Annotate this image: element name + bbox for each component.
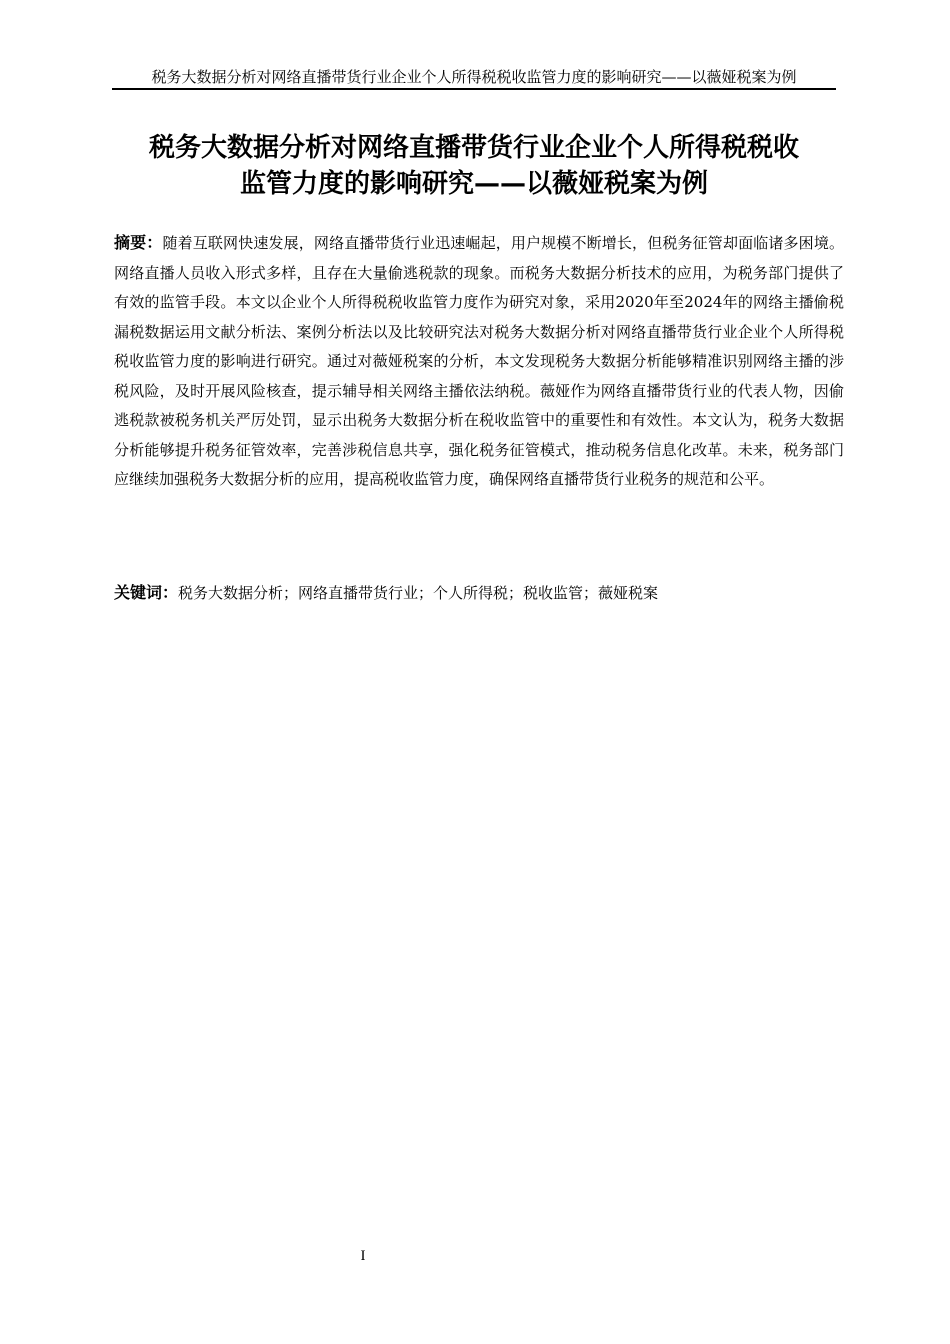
abstract-text: 随着互联网快速发展，网络直播带货行业迅速崛起，用户规模不断增长，但税务征管却面临诸多困境。网络直播人员收入形式多样，且存在大量偷逃税款的现象。而税务大数据分析技术的应用，为税务部门提供了有效的监管手段。本文以企业个人所得税税收监管力度作为研究对象，采用2020年至2024年的网络主播偷税漏税数据运用文献分析法、案例分析法以及比较研究法对税务大数据分析对网络直播带货行业企业个人所得税税收监管力度的影响进行研究。通过对薇娅税案的分析，本文发现税务大数据分析能够精准识别网络主播的涉税风险，及时开展风险核查，提示辅导相关网络主播依法纳税。薇娅作为网络直播带货行业的代表人物，因偷逃税款被税务机关严厉处罚，显示出税务大数据分析在税收监管中的重要性和有效性。本文认为，税务大数据分析能够提升税务征管效率，完善涉税信息共享，强化税务征管模式，推动税务信息化改革。未来，税务部门应继续加强税务大数据分析的应用，提高税收监管力度，确保网络直播带货行业税务的规范和公平。 [114,234,844,488]
abstract-label: 摘要： [114,233,163,252]
abstract-paragraph [114,228,844,495]
document-title-line-1: 税务大数据分析对网络直播带货行业企业个人所得税税收 [148,133,799,163]
keywords-text: 税务大数据分析；网络直播带货行业；个人所得税；税收监管；薇娅税案 [178,584,659,602]
document-title-line-2: 监管力度的影响研究——以薇娅税案为例 [239,169,708,199]
keywords-line [114,578,844,608]
page-number: I [360,1248,366,1264]
document-title [112,130,836,202]
running-header: 税务大数据分析对网络直播带货行业企业个人所得税税收监管力度的影响研究——以薇娅税案为例 [112,66,836,90]
keywords-label: 关键词： [114,583,179,602]
